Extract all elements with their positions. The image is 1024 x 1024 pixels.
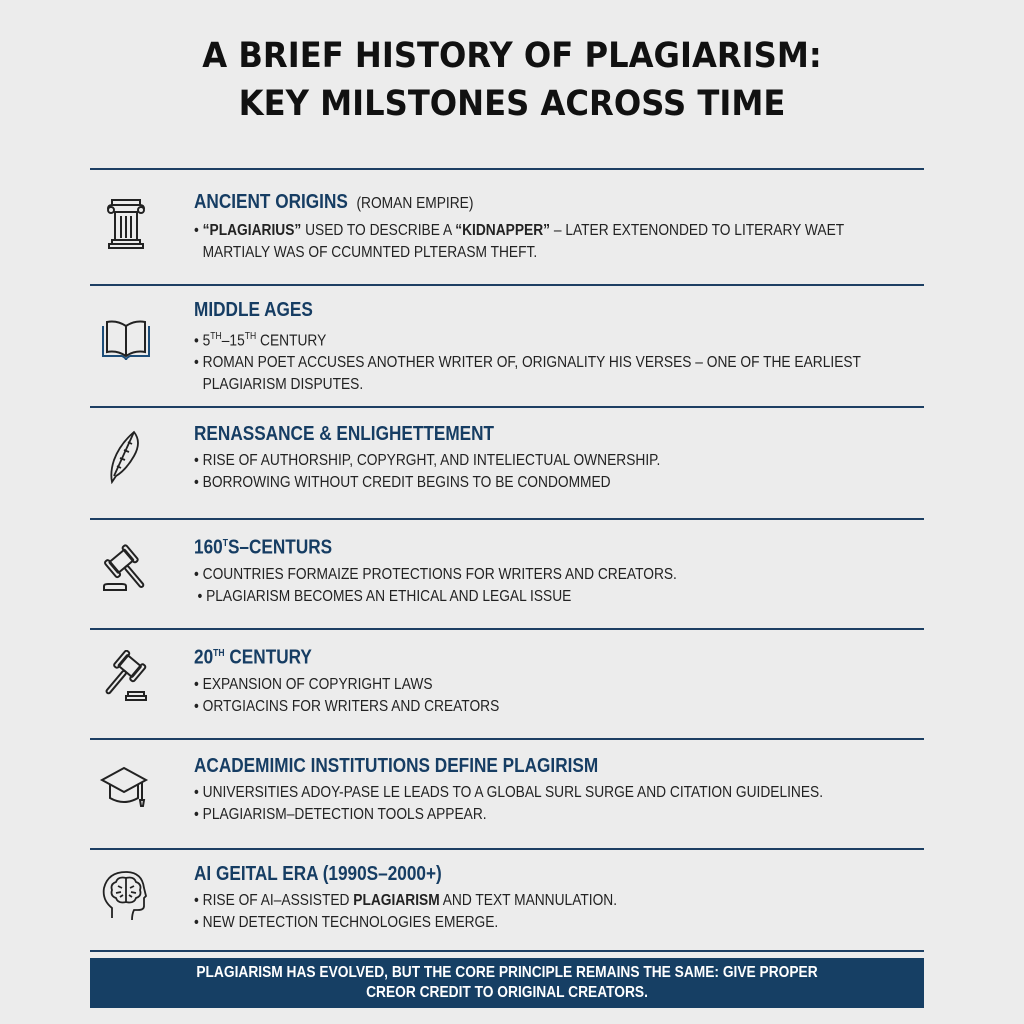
graduation-cap-icon — [98, 760, 154, 816]
footer-line-1: PLAGIARISM HAS EVOLVED, BUT THE CORE PRINCIPLE REMAINS THE SAME: GIVE PROPER — [196, 964, 818, 981]
section-ai-digital-era — [90, 850, 924, 948]
section-ancient-origins — [90, 170, 924, 284]
bullet-item: • 5TH–15TH CENTURY — [194, 331, 327, 350]
bullet-item: • UNIVERSITIES ADOY-PASE LE LEADS TO A GLOBAL SURL SURGE AND CITATION GUIDELINES. — [194, 784, 824, 801]
timeline — [90, 168, 924, 948]
section-heading: ANCIENT ORIGINS (ROMAN EMPIRE) — [194, 191, 474, 213]
section-renaissance — [90, 408, 924, 518]
bullet-item: • ROMAN POET ACCUSES ANOTHER WRITER OF, ORIGNALITY HIS VERSES – ONE OF THE EARLIEST — [194, 354, 861, 372]
title-line-2: KEY MILSTONES ACROSS TIME — [238, 84, 786, 124]
section-heading: 20TH CENTURY — [194, 646, 312, 669]
bullet-item: • “PLAGIARIUS” USED TO DESCRIBE A “KIDNAPPER” – LATER EXTENONDED TO LITERARY WAET — [194, 222, 845, 239]
bullet-continuation: MARTIALY WAS OF CCUMNTED PLTERASM THEFT. — [202, 244, 538, 261]
section-subheading: (ROMAN EMPIRE) — [356, 195, 474, 212]
bullet-item: • BORROWING WITHOUT CREDIT BEGINS TO BE CONDOMMED — [194, 474, 611, 491]
section-heading: $160^TS$–CENTURS — [194, 536, 333, 559]
footer-line-2: CREOR CREDIT TO ORIGINAL CREATORS. — [366, 984, 648, 1001]
section-heading: AI GEITAL ERA (1990S–2000+) — [194, 863, 442, 885]
bullet-item: • EXPANSION OF COPYRIGHT LAWS — [194, 675, 433, 693]
section-middle-ages — [90, 286, 924, 406]
bullet-item: • ORTGIACINS FOR WRITERS AND CREATORS — [194, 697, 500, 715]
column-icon — [98, 194, 154, 250]
page-title — [41, 32, 983, 128]
open-book-icon — [98, 312, 154, 368]
brain-head-icon — [98, 866, 154, 922]
bullet-continuation: PLAGIARISM DISPUTES. — [202, 376, 364, 394]
section-1600s — [90, 520, 924, 628]
bullet-item: • PLAGIARISM–DETECTION TOOLS APPEAR. — [194, 806, 487, 823]
section-heading: ACADEMIMIC INSTITUTIONS DEFINE PLAGIRISM — [194, 755, 599, 777]
gavel-icon — [98, 540, 154, 596]
section-heading: MIDDLE AGES — [194, 299, 313, 321]
bullet-item: • NEW DETECTION TECHNOLOGIES EMERGE. — [194, 914, 499, 931]
bullet-item: • COUNTRIES FORMAIZE PROTECTIONS FOR WRITERS AND CREATORS. — [194, 565, 677, 583]
bullet-item: • RISE OF AUTHORSHIP, COPYRGHT, AND INTELIECTUAL OWNERSHIP. — [194, 452, 661, 469]
bullet-item: • RISE OF AI–ASSISTED PLAGIARISM AND TEXT MANNULATION. — [194, 892, 618, 909]
section-academic-institutions — [90, 740, 924, 848]
section-heading: RENASSANCE & ENLIGHETTEMENT — [194, 423, 495, 445]
footer-banner — [90, 958, 924, 1008]
gavel-icon — [98, 650, 154, 706]
divider — [90, 950, 924, 952]
section-20th-century — [90, 630, 924, 738]
quill-feather-icon — [98, 428, 154, 484]
bullet-item: • PLAGIARISM BECOMES AN ETHICAL AND LEGAL ISSUE — [197, 587, 572, 605]
title-line-1: A BRIEF HISTORY OF PLAGIARISM: — [202, 36, 822, 76]
